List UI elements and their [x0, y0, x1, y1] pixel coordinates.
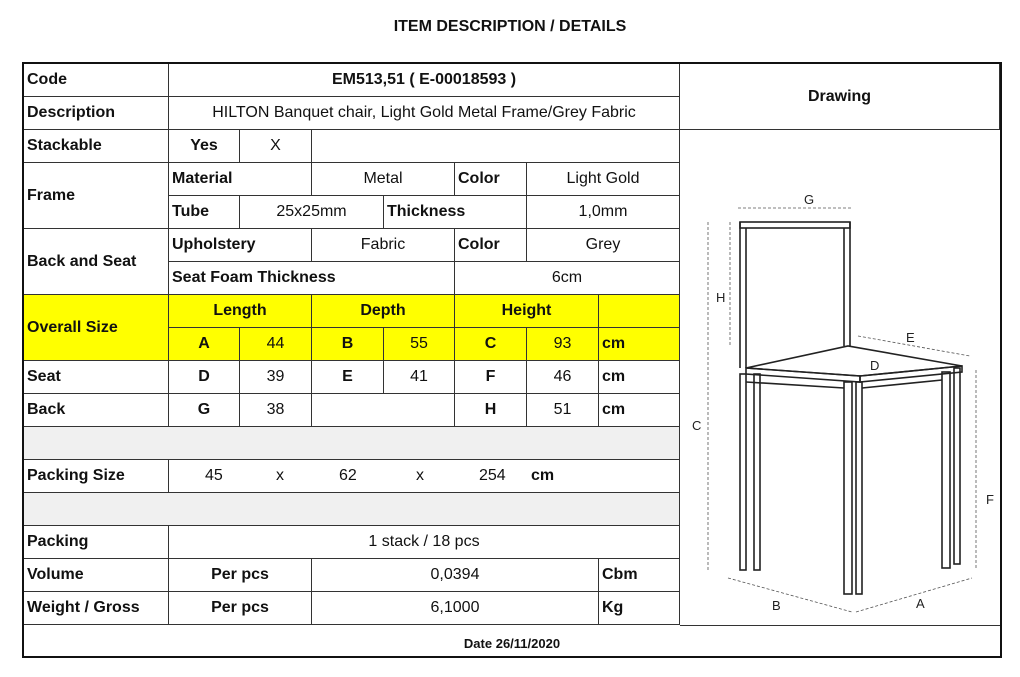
- stackable-answer: Yes: [169, 130, 240, 163]
- foam-label: Seat Foam Thickness: [169, 262, 455, 295]
- page-title: ITEM DESCRIPTION / DETAILS: [393, 18, 627, 35]
- description-label: Description: [24, 97, 169, 130]
- volume-unit: Cbm: [599, 559, 680, 592]
- volume-value: 0,0394: [312, 559, 599, 592]
- spec-sheet: [22, 62, 1002, 658]
- drawing-header: Drawing: [680, 64, 1000, 130]
- packing-label: Packing: [24, 526, 169, 559]
- label-e: E: [906, 330, 915, 345]
- overall-size-label: Overall Size: [24, 295, 169, 361]
- weight-per: Per pcs: [169, 592, 312, 625]
- code-value: EM513,51 ( E-00018593 ): [169, 64, 680, 97]
- overall-unit: cm: [599, 328, 680, 361]
- pack-x2: x: [416, 467, 424, 484]
- upholstery-value: Fabric: [312, 229, 455, 262]
- label-a: A: [916, 596, 925, 611]
- label-h: H: [716, 290, 726, 305]
- dim-c-label: C: [455, 328, 527, 361]
- frame-color-label: Color: [455, 163, 527, 196]
- dim-g-label: G: [169, 394, 240, 427]
- tube-label: Tube: [169, 196, 240, 229]
- stackable-label: Stackable: [24, 130, 169, 163]
- pack-x1: x: [276, 467, 284, 484]
- fabric-color-value: Grey: [527, 229, 680, 262]
- code-label: Code: [24, 64, 169, 97]
- dim-a-label: A: [169, 328, 240, 361]
- leg-front-left: [844, 382, 852, 594]
- dim-f-value: 46: [527, 361, 599, 394]
- material-label: Material: [169, 163, 312, 196]
- seat-top: [746, 346, 962, 376]
- volume-per: Per pcs: [169, 559, 312, 592]
- dim-d-label: D: [169, 361, 240, 394]
- dim-h-value: 51: [527, 394, 599, 427]
- backrest-top: [740, 222, 850, 228]
- foam-value: 6cm: [455, 262, 680, 295]
- dim-d-value: 39: [240, 361, 312, 394]
- height-header: Height: [455, 295, 599, 328]
- weight-value: 6,1000: [312, 592, 599, 625]
- seat-label: Seat: [24, 361, 169, 394]
- weight-label: Weight / Gross: [24, 592, 169, 625]
- seat-unit: cm: [599, 361, 680, 394]
- pack-length: 45: [205, 467, 223, 484]
- fabric-color-label: Color: [455, 229, 527, 262]
- dim-f-label: F: [455, 361, 527, 394]
- thickness-value: 1,0mm: [527, 196, 680, 229]
- depth-header: Depth: [312, 295, 455, 328]
- pack-height: 254: [479, 467, 506, 484]
- packing-size-label: Packing Size: [24, 460, 169, 493]
- packing-value: 1 stack / 18 pcs: [169, 526, 680, 559]
- overall-empty: [599, 295, 680, 328]
- dim-h-label: H: [455, 394, 527, 427]
- label-f: F: [986, 492, 994, 507]
- tube-value: 25x25mm: [240, 196, 384, 229]
- spacer-row: [24, 493, 680, 526]
- label-b: B: [772, 598, 781, 613]
- dim-g-value: 38: [240, 394, 312, 427]
- dim-c-value: 93: [527, 328, 599, 361]
- leg-back-left: [740, 374, 746, 570]
- dim-b-label: B: [312, 328, 384, 361]
- weight-unit: Kg: [599, 592, 680, 625]
- spacer-row: [24, 427, 680, 460]
- back-seat-label: Back and Seat: [24, 229, 169, 295]
- pack-width: 62: [339, 467, 357, 484]
- description-value: HILTON Banquet chair, Light Gold Metal Frame/Grey Fabric: [169, 97, 680, 130]
- thickness-label: Thickness: [384, 196, 527, 229]
- back-empty: [312, 394, 455, 427]
- back-unit: cm: [599, 394, 680, 427]
- label-d: D: [870, 358, 880, 373]
- upholstery-label: Upholstery: [169, 229, 312, 262]
- leg-front-right: [942, 372, 950, 568]
- dim-b-value: 55: [384, 328, 455, 361]
- packing-size-row: [169, 460, 680, 493]
- label-c: C: [692, 418, 702, 433]
- dim-a-value: 44: [240, 328, 312, 361]
- pack-unit: cm: [531, 467, 555, 484]
- material-value: Metal: [312, 163, 455, 196]
- dim-line-a: [856, 578, 972, 612]
- frame-color-value: Light Gold: [527, 163, 680, 196]
- frame-label: Frame: [24, 163, 169, 229]
- date-footer: Date 26/11/2020: [463, 635, 561, 651]
- dim-line-b: [728, 578, 852, 612]
- stackable-mark: X: [240, 130, 312, 163]
- length-header: Length: [169, 295, 312, 328]
- label-g: G: [804, 192, 815, 207]
- dim-e-label: E: [312, 361, 384, 394]
- dim-e-value: 41: [384, 361, 455, 394]
- volume-label: Volume: [24, 559, 169, 592]
- back-label: Back: [24, 394, 169, 427]
- chair-drawing: [680, 130, 1000, 626]
- stackable-empty: [312, 130, 680, 163]
